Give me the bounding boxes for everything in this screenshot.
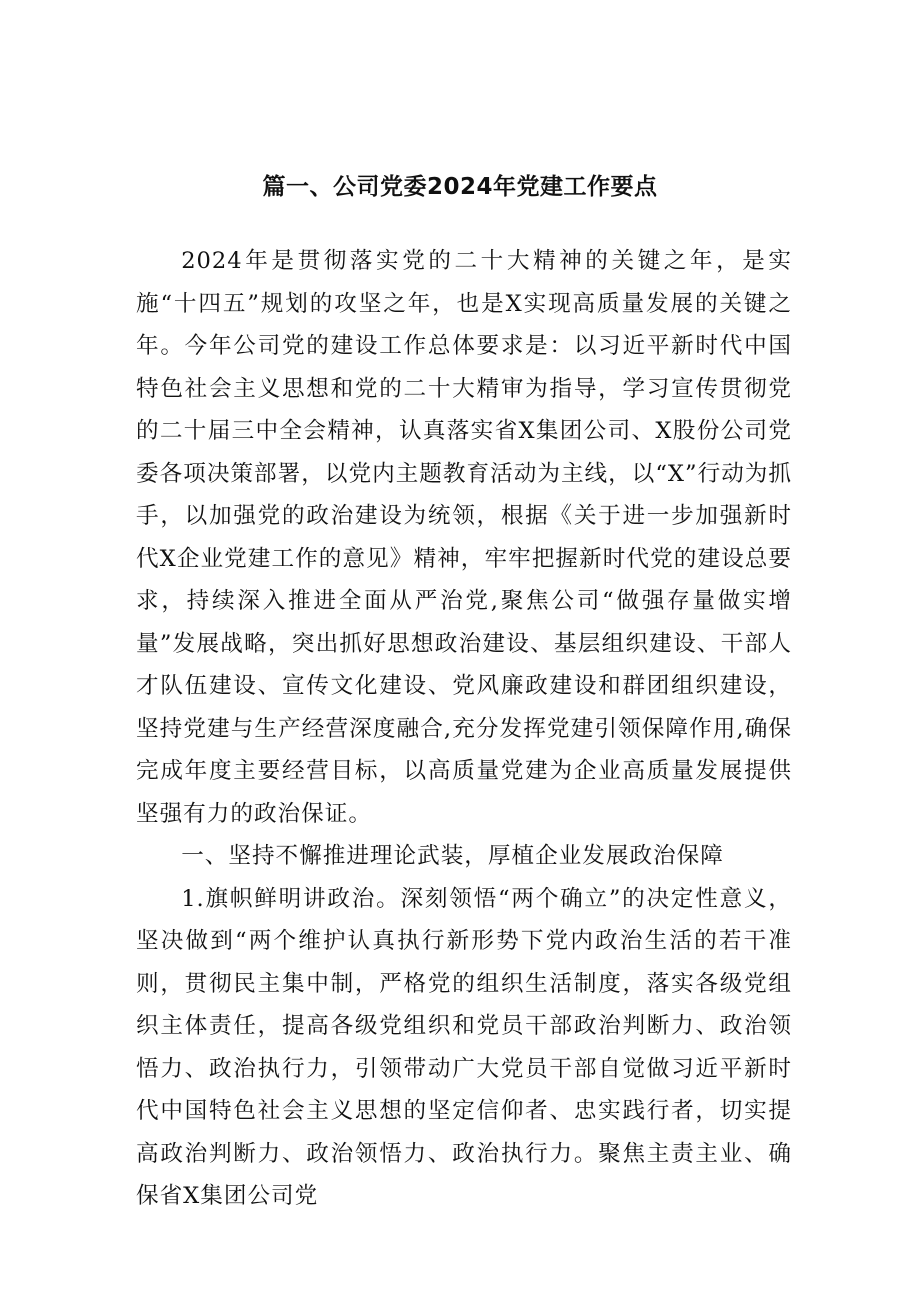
paragraph-intro: 2024年是贯彻落实党的二十大精神的关键之年，是实施“十四五”规划的攻坚之年，也是X实现高质量发展的关键之年。今年公司党的建设工作总体要求是：以习近平新时代中国特色社会主义思想和党的二十大精审为指导，学习宣传贯彻党的二十届三中全会精神，认真落实省X集团公司、X股份公司党委各项决策部署，以党内主题教育活动为主线，以“X”行动为抓手，以加强党的政治建设为统领，根据《关于进一步加强新时代X企业党建工作的意见》精神，牢牢把握新时代党的建设总要求，持续深入推进全面从严治党,聚焦公司“做强存量做实增量”发展战略，突出抓好思想政治建设、基层组织建设、干部人才队伍建设、宣传文化建设、党风廉政建设和群团组织建设，坚持党建与生产经营深度融合,充分发挥党建引领保障作用,确保完成年度主要经营目标，以高质量党建为企业高质量发展提供坚强有力的政治保证。 [136,248,792,827]
paragraph-item-1: 1.旗帜鲜明讲政治。深刻领悟“两个确立”的决定性意义，坚决做到“两个维护认真执行新形势下党内政治生活的若干准则，贯彻民主集中制，严格党的组织生活制度，落实各级党组织主体责任，提高各级党组织和党员干部政治判断力、政治领悟力、政治执行力，引领带动广大党员干部自觉做习近平新时代中国特色社会主义思想的坚定信仰者、忠实践行者，切实提高政治判断力、政治领悟力、政治执行力。聚焦主责主业、确保省X集团公司党 [136,885,792,1209]
section-heading-1: 一、坚持不懈推进理论武装，厚植企业发展政治保障 [181,843,724,869]
document-title: 篇一、公司党委2024年党建工作要点 [262,174,658,200]
document-body [136,240,792,1218]
